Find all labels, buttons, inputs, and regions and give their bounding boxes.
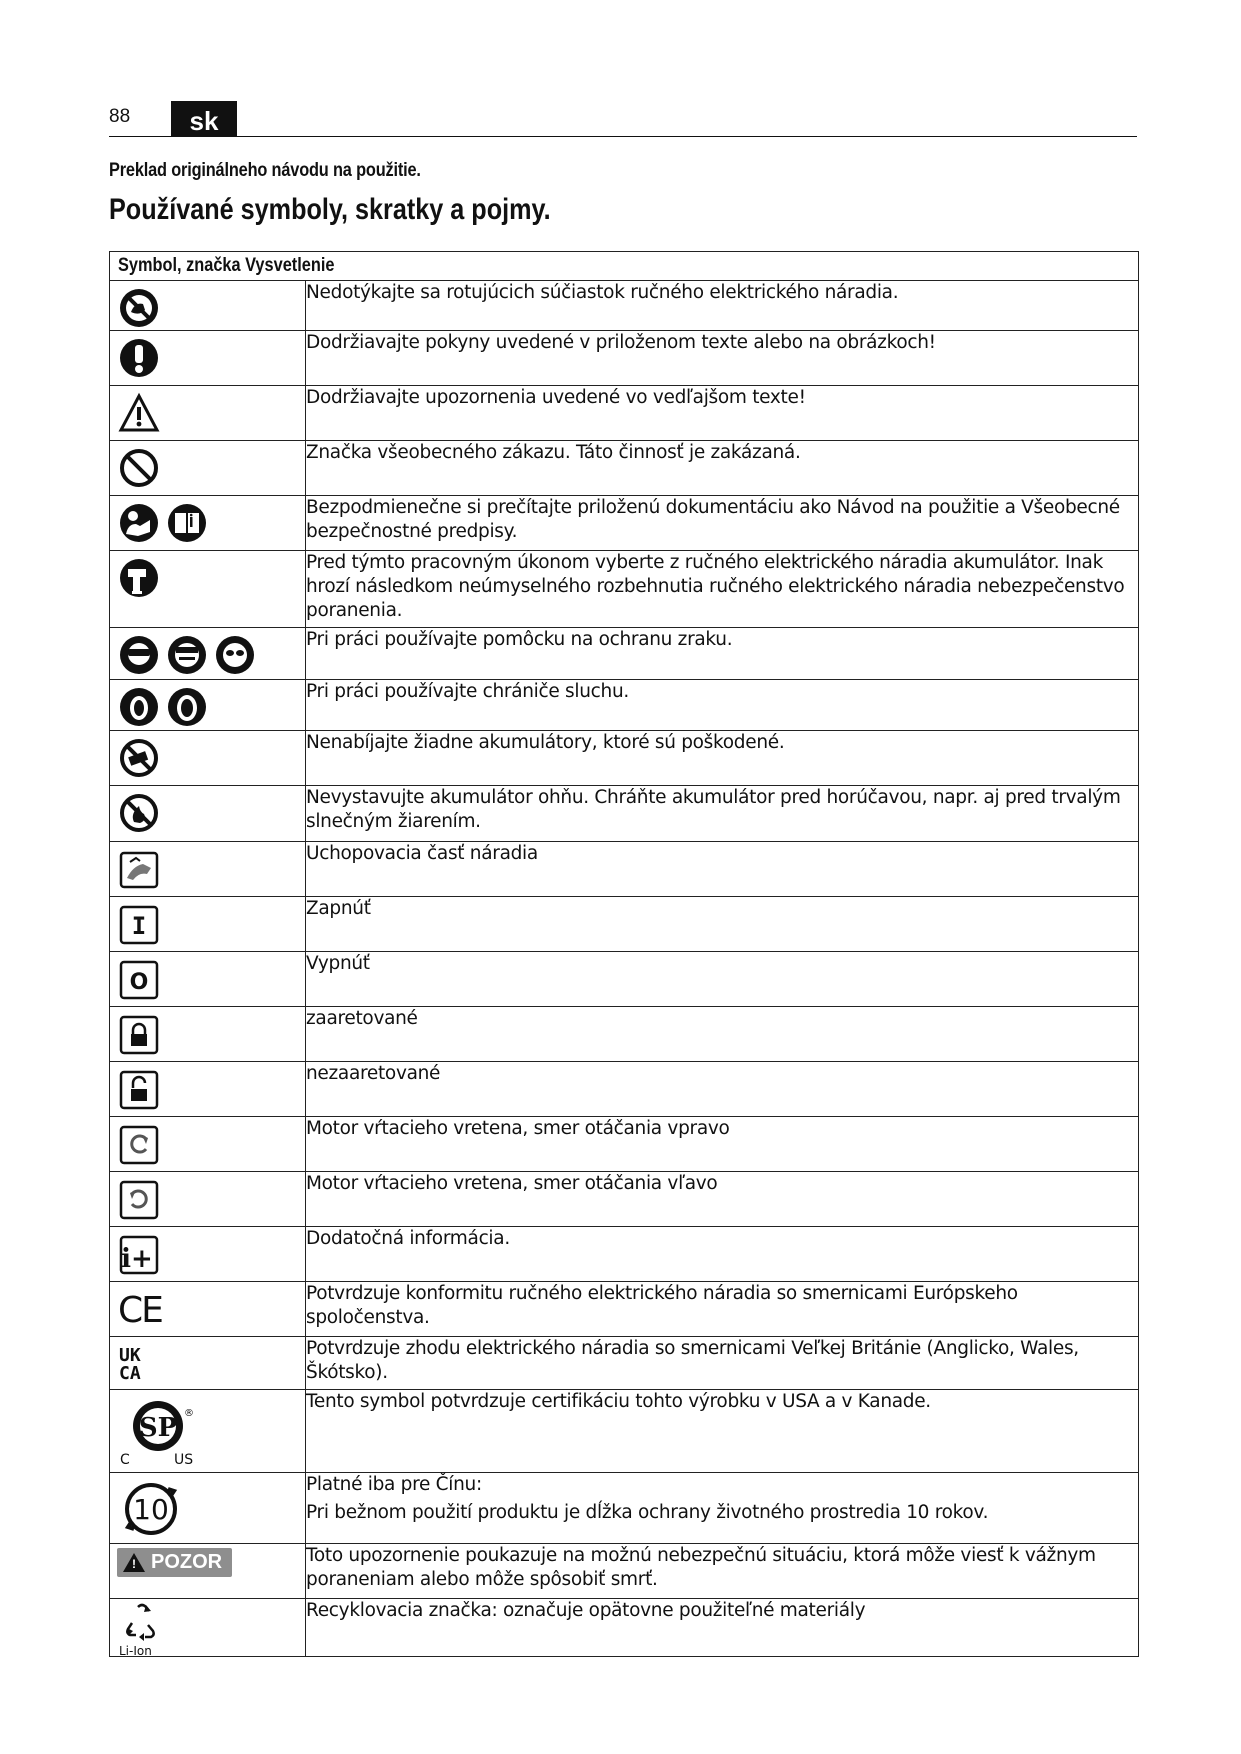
no-fire-battery-icon (118, 792, 160, 834)
symbol-cell (110, 897, 306, 952)
table-row (110, 1227, 1139, 1282)
description-cell: Toto upozornenie poukazuje na možnú nebezpečnú situáciu, ktorá môže viesť k vážnym poraneniam alebo môže spôsobiť smrť. (306, 1544, 1139, 1599)
description-cell: Vypnúť (306, 952, 1139, 1007)
description-cell: Zapnúť (306, 897, 1139, 952)
description-cell: Tento symbol potvrdzuje certifikáciu tohto výrobku v USA a v Kanade. (306, 1390, 1139, 1473)
switch-off-icon (118, 958, 160, 1000)
no-touch-rotating-icon (118, 287, 160, 329)
description-cell: Potvrdzuje konformitu ručného elektrického náradia so smernicami Európskeho spoločenstva. (306, 1282, 1139, 1337)
description-cell: Recyklovacia značka: označuje opätovne použiteľné materiály (306, 1599, 1139, 1657)
table-row (110, 1390, 1139, 1473)
table-row (110, 386, 1139, 441)
mandatory-exclamation-icon (118, 337, 160, 379)
table-row (110, 1544, 1139, 1599)
svg-text:UK: UK (119, 1345, 141, 1366)
symbol-cell (110, 952, 306, 1007)
table-row (110, 731, 1139, 786)
description-cell: Uchopovacia časť náradia (306, 842, 1139, 897)
description-cell: Značka všeobecného zákazu. Táto činnosť je zakázaná. (306, 441, 1139, 496)
ear-protection-icon (118, 686, 160, 728)
table-row (110, 952, 1139, 1007)
csa-mark-icon (118, 1396, 204, 1468)
rotation-left-icon (118, 1178, 160, 1220)
warning-triangle-icon: ! (123, 1553, 145, 1572)
table-row (110, 1007, 1139, 1062)
pozor-label (117, 1548, 232, 1577)
symbol-cell (110, 331, 306, 386)
table-row (110, 551, 1139, 628)
description-cell: Motor vŕtacieho vretena, smer otáčania vpravo (306, 1117, 1139, 1172)
table-row (110, 680, 1139, 731)
header-rule (109, 136, 1137, 137)
pozor-text: POZOR (151, 1551, 223, 1573)
symbol-cell (110, 786, 306, 842)
description-cell: Nevystavujte akumulátor ohňu. Chráňte akumulátor pred horúčavou, napr. aj pred trvalým slnečným žiarením. (306, 786, 1139, 842)
ce-mark-icon (118, 1288, 168, 1330)
symbol-cell (110, 1282, 306, 1337)
description-cell: Pri práci používajte chrániče sluchu. (306, 680, 1139, 731)
symbol-cell (110, 1544, 306, 1599)
table-row (110, 1473, 1139, 1544)
svg-text:O: O (129, 970, 149, 995)
symbol-cell (110, 386, 306, 441)
symbol-cell (110, 1007, 306, 1062)
rotation-right-icon (118, 1123, 160, 1165)
svg-text:CE: CE (118, 1290, 162, 1330)
svg-text:I: I (131, 912, 147, 940)
table-row (110, 786, 1139, 842)
symbol-cell (110, 731, 306, 786)
description-cell: Motor vŕtacieho vretena, smer otáčania vľavo (306, 1172, 1139, 1227)
table-row (110, 1337, 1139, 1390)
symbol-cell (110, 441, 306, 496)
table-row (110, 897, 1139, 952)
switch-on-icon (118, 903, 160, 945)
unlocked-icon (118, 1068, 160, 1110)
table-row (110, 842, 1139, 897)
svg-text:US: US (174, 1452, 194, 1468)
description-cell: Dodatočná informácia. (306, 1227, 1139, 1282)
symbol-cell (110, 1599, 306, 1657)
document-subtitle: Preklad originálneho návodu na použitie. (109, 160, 421, 181)
ear-muffs-icon (166, 686, 208, 728)
description-cell: Nenabíjajte žiadne akumulátory, ktoré sú poškodené. (306, 731, 1139, 786)
table-row (110, 496, 1139, 551)
grip-area-icon (118, 848, 160, 890)
prohibition-icon (118, 447, 160, 489)
description-cell: Dodržiavajte pokyny uvedené v priloženom texte alebo na obrázkoch! (306, 331, 1139, 386)
symbol-cell (110, 1337, 306, 1390)
symbol-cell (110, 842, 306, 897)
symbol-cell (110, 1473, 306, 1544)
svg-text:10: 10 (133, 1493, 169, 1526)
china-efup-10-icon (118, 1479, 184, 1539)
description-cell: Platné iba pre Čínu: Pri bežnom použití produktu je dĺžka ochrany životného prostredia 10 rokov. (306, 1473, 1139, 1544)
svg-text:C: C (120, 1452, 130, 1468)
table-row (110, 1599, 1139, 1657)
svg-text:SP: SP (138, 1413, 178, 1443)
locked-icon (118, 1013, 160, 1055)
symbol-cell (110, 680, 306, 731)
table-row (110, 1282, 1139, 1337)
symbol-cell (110, 1172, 306, 1227)
symbol-cell (110, 1390, 306, 1473)
description-cell: Potvrdzuje zhodu elektrického náradia so smernicami Veľkej Británie (Anglicko, Wales, Škótsko). (306, 1337, 1139, 1390)
table-row (110, 281, 1139, 331)
info-plus-icon (118, 1233, 160, 1275)
description-cell: zaaretované (306, 1007, 1139, 1062)
symbol-cell (110, 496, 306, 551)
symbol-cell (110, 1227, 306, 1282)
description-cell: Bezpodmienečne si prečítajte priloženú dokumentáciu ako Návod na použitie a Všeobecné bezpečnostné predpisy. (306, 496, 1139, 551)
description-cell: Nedotýkajte sa rotujúcich súčiastok ručného elektrického náradia. (306, 281, 1139, 331)
recycling-li-ion-icon (118, 1601, 164, 1657)
remove-battery-icon (118, 557, 160, 599)
language-badge: sk (171, 101, 237, 137)
description-cell: nezaaretované (306, 1062, 1139, 1117)
svg-text:Li-Ion: Li-Ion (119, 1644, 152, 1657)
warning-triangle-icon (118, 392, 160, 434)
table-row (110, 331, 1139, 386)
svg-text:i+: i+ (121, 1244, 153, 1274)
table-row (110, 628, 1139, 680)
page-number: 88 (109, 106, 131, 127)
symbol-cell (110, 628, 306, 680)
read-manual-book-icon (166, 502, 208, 544)
svg-text:CA: CA (119, 1363, 141, 1384)
svg-text:®: ® (184, 1408, 194, 1419)
goggles-icon (214, 634, 256, 676)
table-header: Symbol, značka Vysvetlenie (110, 252, 1139, 281)
symbol-cell (110, 1117, 306, 1172)
description-cell: Pred týmto pracovným úkonom vyberte z ručného elektrického náradia akumulátor. Inak hrozí následkom neúmyselného rozbehnutia ručného elektrického náradia nebezpečenstvo poranenia. (306, 551, 1139, 628)
description-cell: Pri práci používajte pomôcku na ochranu zraku. (306, 628, 1139, 680)
symbol-cell (110, 281, 306, 331)
table-row (110, 1172, 1139, 1227)
table-row (110, 441, 1139, 496)
symbols-table (109, 251, 1139, 1657)
eye-protection-icon (118, 634, 160, 676)
no-charge-damaged-battery-icon (118, 737, 160, 779)
face-shield-icon (166, 634, 208, 676)
description-cell: Dodržiavajte upozornenia uvedené vo vedľajšom texte! (306, 386, 1139, 441)
table-row (110, 1117, 1139, 1172)
table-row (110, 1062, 1139, 1117)
symbol-cell (110, 1062, 306, 1117)
table-header-row (110, 252, 1139, 281)
ukca-mark-icon (118, 1343, 160, 1385)
symbol-cell (110, 551, 306, 628)
page-title: Používané symboly, skratky a pojmy. (109, 193, 551, 226)
read-manual-person-icon (118, 502, 160, 544)
